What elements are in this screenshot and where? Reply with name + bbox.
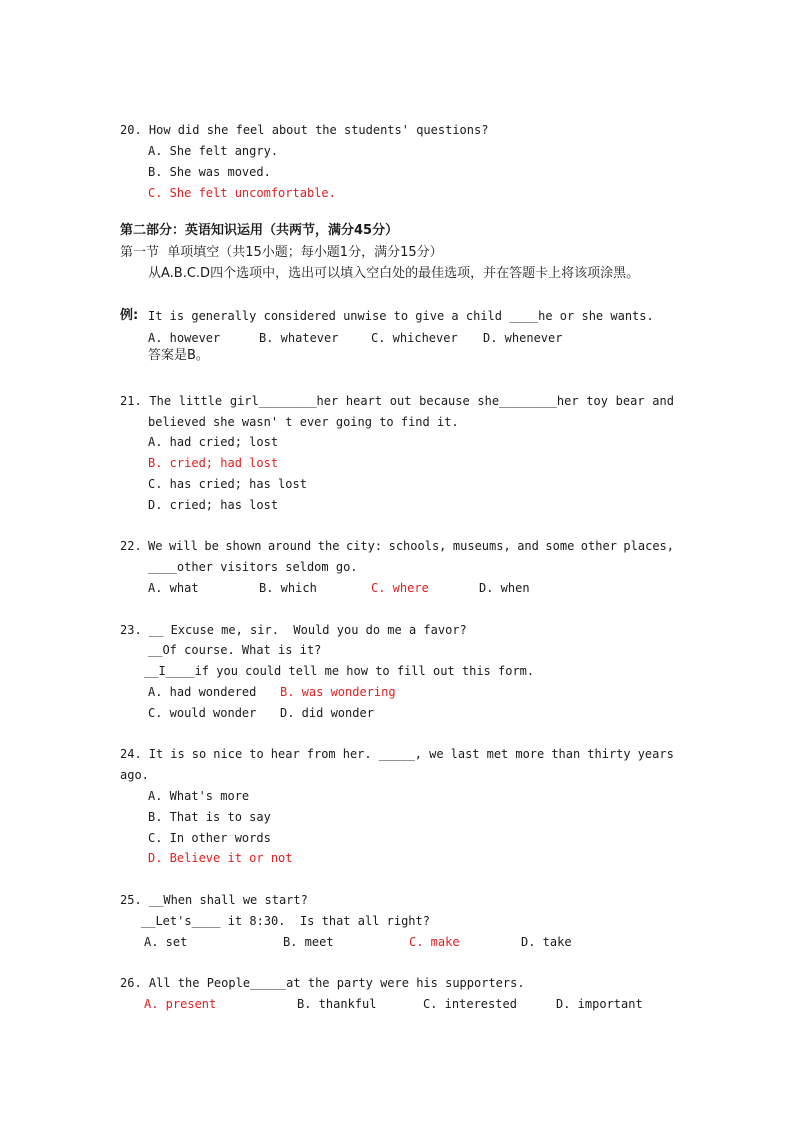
word: because	[419, 394, 470, 408]
q23-question-line3: __I____if you could tell me how to fill out this form.	[144, 664, 535, 678]
word: to	[249, 747, 264, 761]
q24-option-a: A. What's more	[148, 789, 250, 803]
q25-question-line1: 25. __When shall we start?	[120, 893, 308, 907]
q22-question-line2: ____other visitors seldom go.	[148, 560, 358, 574]
word: from	[306, 747, 336, 761]
word: 21.	[120, 394, 142, 408]
word: museums,	[452, 539, 511, 553]
example-question: It is generally considered unwise to give a child ____he or she wants.	[148, 309, 654, 323]
q20-option-c-answer: C. She felt uncomfortable.	[148, 186, 336, 200]
word: than	[551, 747, 581, 761]
word: girl________her	[229, 394, 339, 408]
word: We	[148, 539, 163, 553]
q23-option-c: C. would wonder	[148, 706, 257, 720]
word: so	[191, 747, 207, 761]
q21-option-d: D. cried; has lost	[148, 498, 279, 512]
word: bear	[615, 394, 645, 408]
word: years	[637, 747, 674, 761]
q24-option-b: B. That is to say	[148, 810, 271, 824]
q26-option-a-answer: A. present	[144, 997, 217, 1011]
word: The	[149, 394, 172, 408]
q24-option-c: C. In other words	[148, 831, 271, 845]
example-option-c: C. whichever	[371, 331, 458, 345]
word: we	[429, 747, 444, 761]
example-label: 例:	[120, 308, 139, 323]
word: heart	[345, 394, 383, 408]
word: met	[486, 747, 509, 761]
word: schools,	[388, 539, 447, 553]
q25-option-d: D. take	[521, 935, 572, 949]
word: little	[178, 394, 223, 408]
word: 24.	[120, 747, 142, 761]
q21-option-a: A. had cried; lost	[148, 435, 279, 449]
q26-question-line1: 26. All the People_____at the party were his supporters.	[120, 976, 525, 990]
q21-option-c: C. has cried; has lost	[148, 477, 307, 491]
word: around	[267, 539, 312, 553]
example-answer: 答案是B。	[148, 348, 209, 363]
section-instruction: 从A.B.C.D四个选项中，选出可以填入空白处的最佳选项，并在答题卡上将该项涂黑。	[148, 266, 640, 281]
q22-option-b: B. which	[259, 581, 317, 595]
example-option-b: B. whatever	[259, 331, 339, 345]
q20-option-b: B. She was moved.	[148, 165, 271, 179]
q20-question: 20. How did she feel about the students' questions?	[120, 123, 489, 137]
word: out	[389, 394, 412, 408]
word: her.	[342, 747, 372, 761]
q24-option-d-answer: D. Believe it or not	[148, 851, 293, 865]
word: more	[515, 747, 545, 761]
q20-option-a: A. She felt angry.	[148, 144, 279, 158]
example-option-a: A. however	[148, 331, 221, 345]
word: some	[545, 539, 575, 553]
q23-question-line2: __Of course. What is it?	[148, 643, 322, 657]
q22-question-line1	[120, 538, 674, 554]
word: toy	[586, 394, 608, 408]
q23-question-line1: 23. __ Excuse me, sir. Would you do me a favor?	[120, 623, 467, 637]
q23-option-b-answer: B. was wondering	[280, 685, 396, 699]
word: places,	[623, 539, 674, 553]
q21-question-line1	[120, 393, 674, 409]
q21-question-line2: believed she wasn' t ever going to find it.	[148, 415, 459, 429]
q25-option-a: A. set	[144, 935, 188, 949]
q24-question-line1	[120, 746, 674, 762]
word: is	[170, 747, 185, 761]
word: thirty	[587, 747, 631, 761]
word: city:	[345, 539, 383, 553]
word: shown	[225, 539, 262, 553]
word: will	[168, 539, 198, 553]
word: and	[517, 539, 539, 553]
q26-option-c: C. interested	[423, 997, 517, 1011]
q23-option-a: A. had wondered	[148, 685, 257, 699]
q25-option-b: B. meet	[283, 935, 334, 949]
q25-option-c-answer: C. make	[409, 935, 460, 949]
word: other	[580, 539, 617, 553]
word: nice	[213, 747, 243, 761]
q26-option-b: B. thankful	[297, 997, 377, 1011]
word: be	[204, 539, 219, 553]
word: It	[148, 747, 164, 761]
q22-option-c-answer: C. where	[371, 581, 429, 595]
q23-option-d: D. did wonder	[280, 706, 374, 720]
word: _____,	[378, 747, 423, 761]
word: she________her	[477, 394, 579, 408]
q25-question-line2: __Let's____ it 8:30. Is that all right?	[141, 914, 430, 928]
section-title: 第一节 单项填空（共15小题；每小题1分，满分15分）	[120, 245, 443, 260]
q24-question-line2: ago.	[120, 768, 149, 782]
q22-option-a: A. what	[148, 581, 199, 595]
part2-title: 第二部分：英语知识运用（共两节，满分45分）	[120, 223, 399, 238]
word: last	[450, 747, 480, 761]
q22-option-d: D. when	[479, 581, 530, 595]
example-option-d: D. whenever	[483, 331, 563, 345]
word: the	[317, 539, 340, 553]
word: and	[652, 394, 674, 408]
word: 22.	[120, 539, 142, 553]
q26-option-d: D. important	[556, 997, 643, 1011]
q21-option-b-answer: B. cried; had lost	[148, 456, 279, 470]
word: hear	[270, 747, 300, 761]
